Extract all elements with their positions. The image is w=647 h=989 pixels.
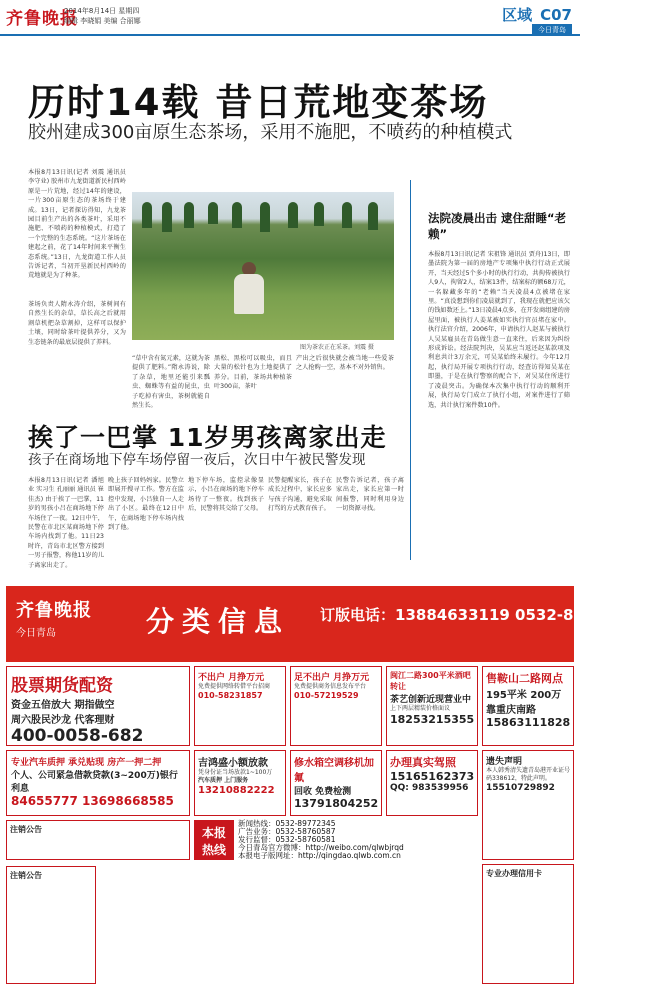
story2-subheadline: 孩子在商场地下停车场停留一夜后，次日中午被民警发现 [28, 452, 366, 468]
main-subheadline: 胶州建成300亩原生态茶场，采用不施肥，不喷药的种植模式 [28, 122, 513, 143]
ad-ac-repair: 修水箱空调移机加氟 回收 免费检测 13791804252 [290, 750, 382, 816]
story2-column-2: 晚上孩子回妈妈家。民警立即展开搜寻工作。警方在监控中发现，小吕独自一人走出了小区。最终在12日中午，在商场地下停车场内找到了他。 [108, 477, 184, 532]
classified-title: 分类信息 [146, 605, 291, 638]
section-title: 区域 C07 [502, 6, 572, 24]
main-column-4: 产出之后很快就会被当地一些爱茶之人抢购一空，基本不对外销售。 [296, 355, 394, 372]
main-column-3: 黑松、黑松可以吸虫，而且大量的松针也为土地提供了养分。目前，茶场共种植茶叶300亩，茶叶 [214, 355, 292, 391]
header-date: 2014年8月14日 星期四 编辑 李晓娟 美编 合丽娜 [64, 7, 141, 25]
story2-headline: 挨了一巴掌 11岁男孩离家出走 [28, 423, 387, 452]
ad-bar-transfer: 闽江二路300平米酒吧转让 茶艺创新近现营业中 上下两层精装价格面议 18253215355 [386, 666, 478, 746]
ad-shop-for-sale: 售鞍山二路网点 195平米 200万 靠重庆南路 15863111828 [482, 666, 574, 746]
ad-credit-card: 专业办理信用卡 [482, 864, 574, 984]
side-article-body: 本报8月13日讯(记者 宋祖锋 通讯员 贾舟)13日，即墨法院为第一届的房地产专项集中执行行动正式展开，当天经过5个多小时的执行行动，共拘传被执行人9人，拘留2人，结案13件，结案标的额68万元，一名躲藏多年的“老赖”当天凌晨4点被堵在家里。“真没想到你们凌晨就到了，我现在就把应该欠的钱如数还上。”13日凌晨4点多，在开发商组建的房屋里面，被执行人姜某被如实执行官员堵在家中。执行法官介绍，2006年，申请执行人赵某与被执行人吴某雇员在青岛做生意一直来往，后来因为纠纷形成诉讼。经法院判决，吴某应当返还赵某款项及利息共计3万余元，可吴某始终未履行。今年12月起，执行局开展专项执行行动，经查访得知吴某在即墨，于是在执行警察的配合下，对吴某住所进行了凌晨突击。为确保本次集中执行行动的顺利开展，执行局专门成立了执行小组，对案件进行了筛选，共计执行案件数10件。 [428, 251, 570, 409]
hotline-label: 本报 热线 [194, 820, 234, 860]
newspaper-logo: 齐鲁晚报 [6, 9, 78, 29]
notice-cancellation-2: 注销公告 [6, 866, 96, 984]
main-column-2: “草中含有氮元素，这就为茶提供了肥料。”隋永涛说，除了杂草，地里还能引来瓢虫、蜘蛛等有益的昆虫，虫子吃掉有害虫，茶树就能自然生长。 [132, 355, 210, 410]
ad-loss-notice: 遗失声明 本人韩秀清失遗青岛港开业证号码338612，特此声明。 15510729892 [482, 750, 574, 860]
section-subtitle: 今日青岛 [532, 24, 572, 36]
page-number: C07 [540, 6, 572, 24]
notice-cancellation-1: 注销公告 [6, 820, 190, 860]
web-link[interactable]: 本报电子版网址：http://qingdao.qlwb.com.cn [238, 851, 401, 860]
column-divider [410, 180, 411, 560]
side-headline: 法院凌晨出击 逮住甜睡“老赖” [428, 211, 567, 241]
hotline-info: 新闻热线：0532-89772345 广告业务：0532-58760587 发行监督：0532-58760581 今日青岛官方微博：http://weibo.com/qlwbjrqd 本报电子版网址：http://qingdao.qlwb.com.cn [238, 820, 478, 860]
main-column-1: 本报8月13日讯(记者 刘震 通讯员 李守业) 胶州市九龙街道新民村西岭原是一片荒地，经过14年的建设，一片300亩原生态的茶场终于建成。13日，记者探访得知，九龙茶园目前生产出的各类茶叶，采用不施肥、不喷药的种植模式，打造了一个完整的生态系统。“这片茶场在建起之前，花了14年时间来平衡生态系统。”13日，九龙街道工作人员告诉记者，当初开垦新民村西岭的荒地就是为了种茶。 [28, 169, 126, 280]
classified-logo: 齐鲁晚报 今日青岛 [16, 600, 92, 639]
ad-small-loan: 吉鸿盛小额放款 凭身份证当场放款1~100万 汽车质押 上门服务 13210882222 [194, 750, 286, 816]
main-column-1b: 茶场负责人隋永涛介绍，茶树间有自然生长的杂草，草长高之后就用割草机把杂草割掉，这样可以保护土壤，同时给茶叶提供养分，又为生态链条的最底层提供了养料。 [28, 300, 126, 396]
story2-column-1: 本报8月13日讯(记者 潘旭业 实习生 孔丽丽 通讯员 崔佳杰) 由于挨了一巴掌，11岁的男孩小吕在商场地下停车场住了一夜。12日中午，民警在市北区某商场地下停车场内找到了他。11日23时许，青岛市北区警方接到一男子报警，称他11岁的儿子离家出走了。 [28, 477, 104, 569]
tea-farm-photo [132, 192, 394, 340]
story2-column-4: 民警提醒家长，孩子在成长过程中，家长应多与孩子沟通，避免采取打骂的方式教育孩子。 [268, 477, 332, 513]
ad-work-from-home-1: 不出户 月挣万元 免费提供网络转借平台招商 010-58231857 [194, 666, 286, 746]
story2-column-5: 民警告诉记者，孩子离家出走，家长应第一时间报警，同时利用身边一切资源寻找。 [336, 477, 404, 513]
ad-driver-license: 办理真实驾照 15165162373 QQ: 983539956 [386, 750, 478, 816]
weibo-link[interactable]: 今日青岛官方微博：http://weibo.com/qlwbjrqd [238, 843, 404, 852]
classified-phone: 订版电话：13884633119 0532-81186679 [320, 606, 647, 624]
photo-caption: 图为茶农正在采茶。刘震 摄 [300, 344, 374, 351]
ad-work-from-home-2: 足不出户 月挣万元 免费提供商务信息发布平台 010-57219529 [290, 666, 382, 746]
main-headline: 历时14载 昔日荒地变茶场 [28, 81, 489, 124]
story2-column-3: 地下停车场，监控录像显示，小吕在商场的地下停车场待了一整夜。找到孩子后，民警将其交给了父母。 [188, 477, 264, 513]
ad-stock-financing: 股票期货配资 资金五倍放大 期指做空 周六股民沙龙 代客理财 400-0058-682 [6, 666, 190, 746]
ad-car-loan: 专业汽车质押 承兑贴现 房产一押二押 个人、公司紧急借款贷款(3~200万)银行利息 84655777 13698668585 [6, 750, 190, 816]
